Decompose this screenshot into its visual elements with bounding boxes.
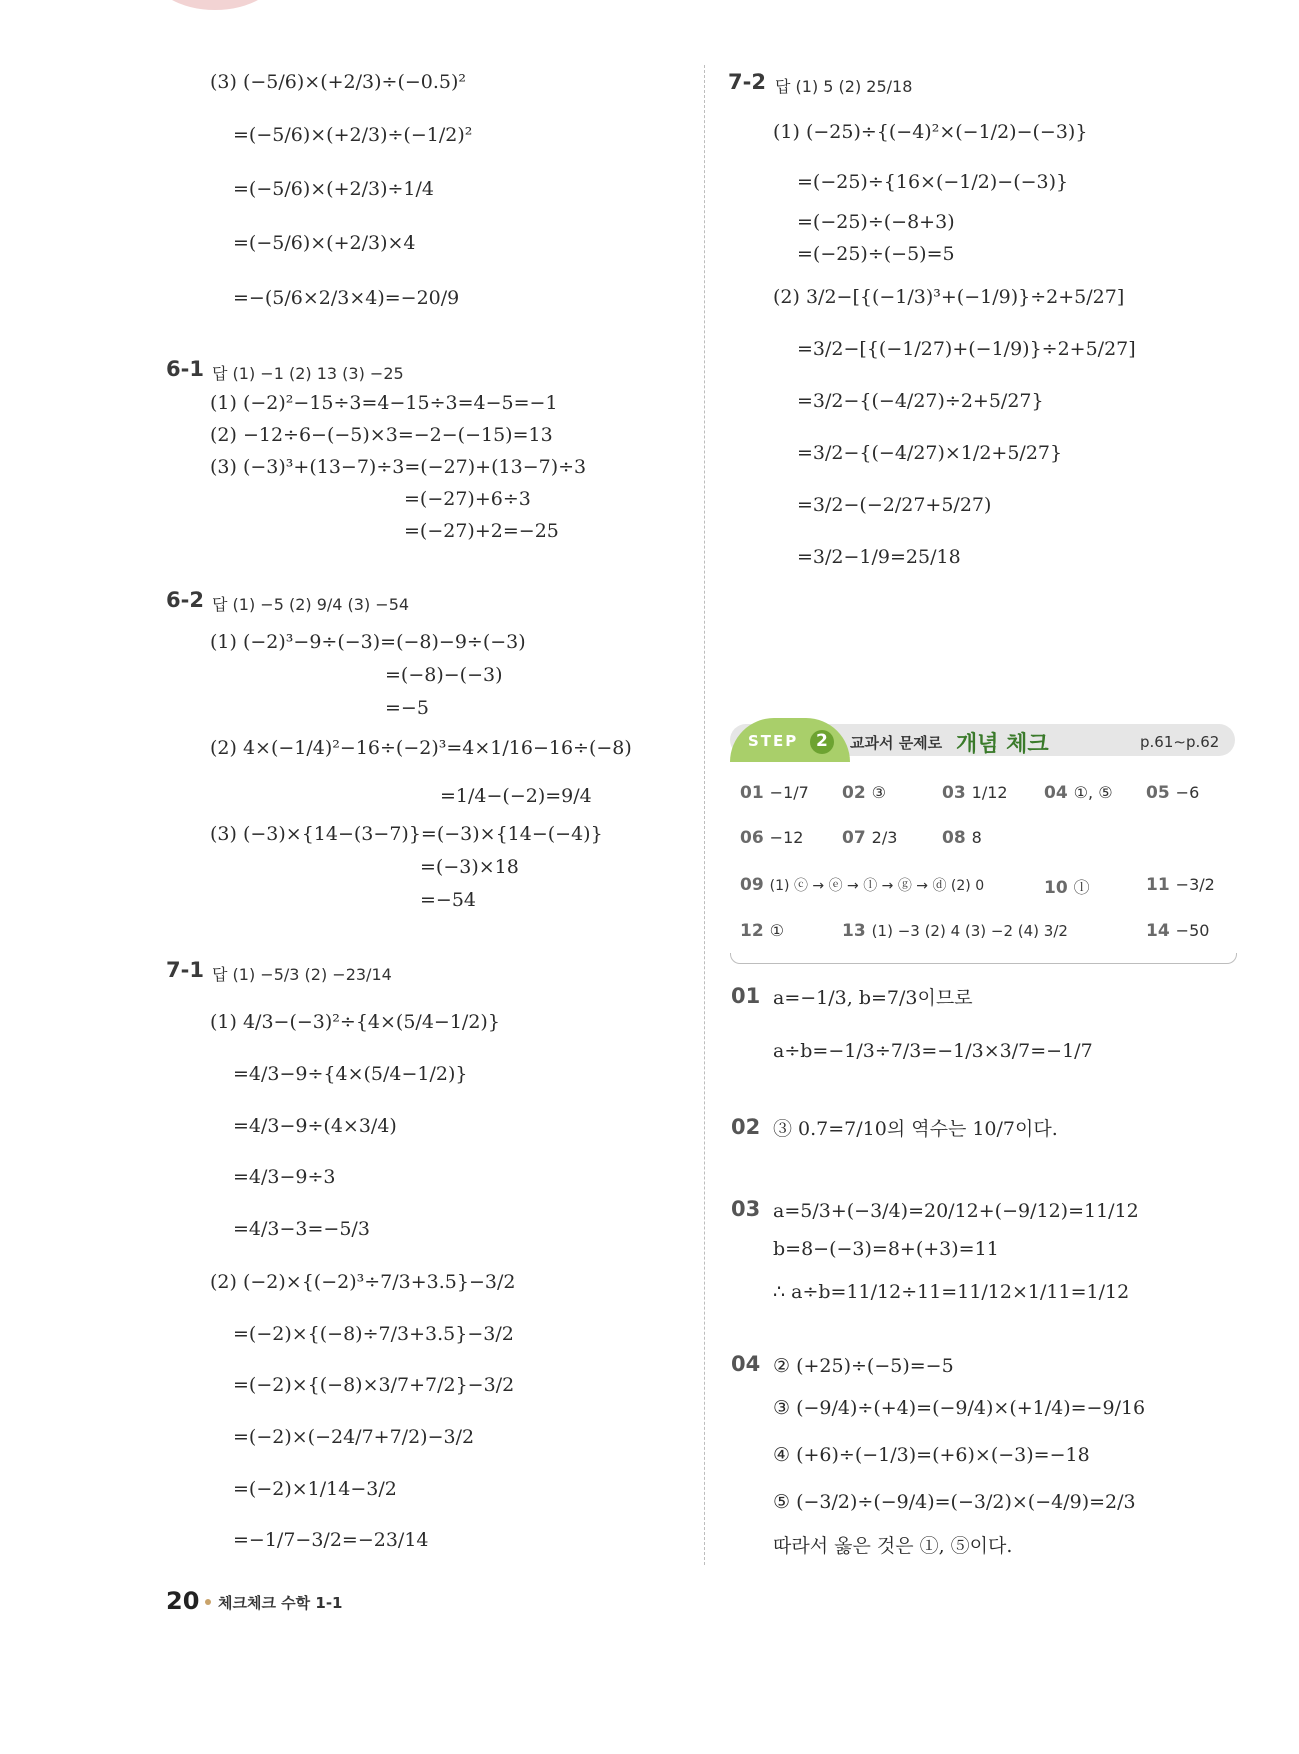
banner-title-plain: 교과서 문제로 xyxy=(850,734,943,752)
question-number: 06 xyxy=(740,828,764,848)
step-word: STEP xyxy=(748,732,799,750)
page-number: 20 xyxy=(166,1587,200,1615)
answer-value: −6 xyxy=(1175,783,1200,802)
problem-label: 6-1 xyxy=(166,357,204,381)
question-number: 07 xyxy=(842,828,866,848)
question-number: 10 xyxy=(1044,878,1068,898)
solution-line: =−5 xyxy=(385,697,429,719)
step-banner xyxy=(730,718,1235,762)
explanation-line: ⑤ (−3/2)÷(−9/4)=(−3/2)×(−4/9)=2/3 xyxy=(773,1491,1136,1513)
solution-line: (3) (−5/6)×(+2/3)÷(−0.5)² xyxy=(210,71,467,93)
question-number: 02 xyxy=(842,783,866,803)
solution-line: (1) (−2)³−9÷(−3)=(−8)−9÷(−3) xyxy=(210,631,526,653)
solution-line: =−(5/6×2/3×4)=−20/9 xyxy=(233,287,460,309)
answer-value: ①, ⑤ xyxy=(1073,783,1113,802)
quick-answer xyxy=(1044,875,1090,898)
explanation-line: ④ (+6)÷(−1/3)=(+6)×(−3)=−18 xyxy=(773,1444,1090,1466)
answer-value: (1) −3 (2) 4 (3) −2 (4) 3/2 xyxy=(871,922,1068,940)
question-number: 01 xyxy=(731,984,761,1008)
quick-answer xyxy=(1146,875,1215,895)
solution-line: =(−2)×{(−8)×3/7+7/2}−3/2 xyxy=(233,1374,515,1396)
step-number: 2 xyxy=(816,731,828,751)
solution-line: =3/2−{(−4/27)×1/2+5/27} xyxy=(797,442,1063,464)
answer-value: 8 xyxy=(971,828,982,847)
answer-value: −50 xyxy=(1175,921,1210,940)
solution-line: =(−2)×{(−8)÷7/3+3.5}−3/2 xyxy=(233,1323,514,1345)
solution-line: (2) 3/2−[{(−1/3)³+(−1/9)}÷2+5/27] xyxy=(773,286,1125,308)
quick-answer xyxy=(740,783,809,803)
solution-line: =4/3−9÷3 xyxy=(233,1166,336,1188)
question-number: 05 xyxy=(1146,783,1170,803)
solution-line: =3/2−1/9=25/18 xyxy=(797,546,961,568)
grid-bottom-rule xyxy=(730,953,1237,964)
quick-answer xyxy=(842,921,1068,941)
explanation-line: a=5/3+(−3/4)=20/12+(−9/12)=11/12 xyxy=(773,1200,1139,1222)
column-divider xyxy=(704,65,705,1565)
solution-line: =3/2−(−2/27+5/27) xyxy=(797,494,992,516)
solution-line: =3/2−[{(−1/27)+(−1/9)}÷2+5/27] xyxy=(797,338,1136,360)
question-number: 04 xyxy=(731,1352,761,1376)
quick-answer xyxy=(842,783,886,803)
solution-line: =4/3−9÷{4×(5/4−1/2)} xyxy=(233,1063,468,1085)
quick-answer xyxy=(740,828,803,848)
answer-value: (1) ⓒ → ⓔ → ⓛ → ⓖ → ⓓ (2) 0 xyxy=(769,878,985,894)
solution-line: =1/4−(−2)=9/4 xyxy=(440,785,592,807)
explanation-line: ② (+25)÷(−5)=−5 xyxy=(773,1355,954,1377)
answer-value: ③ xyxy=(871,783,887,802)
answer-summary: 답 (1) −1 (2) 13 (3) −25 xyxy=(212,364,404,383)
explanation-line: ∴ a÷b=11/12÷11=11/12×1/11=1/12 xyxy=(773,1281,1130,1303)
quick-answer xyxy=(842,828,897,848)
quick-answer xyxy=(1044,783,1113,803)
answer-value: 1/12 xyxy=(971,783,1008,802)
quick-answer xyxy=(740,921,784,941)
problem-label: 7-1 xyxy=(166,958,204,982)
quick-answer xyxy=(740,875,984,895)
answer-summary: 답 (1) −5 (2) 9/4 (3) −54 xyxy=(212,595,410,614)
page-range: p.61∼p.62 xyxy=(1140,733,1220,751)
solution-line: =(−25)÷{16×(−1/2)−(−3)} xyxy=(797,171,1069,193)
quick-answer xyxy=(1146,783,1199,803)
question-number: 13 xyxy=(842,921,866,941)
question-number: 01 xyxy=(740,783,764,803)
explanation-line: b=8−(−3)=8+(+3)=11 xyxy=(773,1238,999,1260)
book-title: 체크체크 수학 1-1 xyxy=(218,1594,343,1612)
question-number: 11 xyxy=(1146,875,1170,895)
question-number: 03 xyxy=(942,783,966,803)
question-number: 03 xyxy=(731,1197,761,1221)
answer-value: −3/2 xyxy=(1175,875,1215,894)
solution-line: =(−27)+6÷3 xyxy=(404,488,531,510)
solution-line: =3/2−{(−4/27)÷2+5/27} xyxy=(797,390,1044,412)
solution-line: =(−2)×1/14−3/2 xyxy=(233,1478,397,1500)
quick-answer xyxy=(1146,921,1209,941)
solution-line: =(−5/6)×(+2/3)×4 xyxy=(233,232,416,254)
explanation-line: ③ 0.7=7/10의 역수는 10/7이다. xyxy=(773,1118,1058,1140)
problem-label: 6-2 xyxy=(166,588,204,612)
solution-line: =−54 xyxy=(420,889,477,911)
solution-line: =4/3−9÷(4×3/4) xyxy=(233,1115,397,1137)
solution-line: =(−8)−(−3) xyxy=(385,664,503,686)
answer-summary: 답 (1) 5 (2) 25/18 xyxy=(775,77,913,96)
problem-label: 7-2 xyxy=(728,70,766,94)
solution-line: (3) (−3)³+(13−7)÷3=(−27)+(13−7)÷3 xyxy=(210,456,587,478)
solution-line: =(−5/6)×(+2/3)÷(−1/2)² xyxy=(233,124,473,146)
solution-line: (2) (−2)×{(−2)³÷7/3+3.5}−3/2 xyxy=(210,1271,516,1293)
solution-line: =4/3−3=−5/3 xyxy=(233,1218,370,1240)
solution-line: =(−27)+2=−25 xyxy=(404,520,559,542)
question-number: 04 xyxy=(1044,783,1068,803)
solution-line: (1) (−2)²−15÷3=4−15÷3=4−5=−1 xyxy=(210,392,558,414)
solution-line: (2) 4×(−1/4)²−16÷(−2)³=4×1/16−16÷(−8) xyxy=(210,737,632,759)
solution-line: (3) (−3)×{14−(3−7)}=(−3)×{14−(−4)} xyxy=(210,823,603,845)
explanation-line: ③ (−9/4)÷(+4)=(−9/4)×(+1/4)=−9/16 xyxy=(773,1397,1146,1419)
quick-answer xyxy=(942,783,1008,803)
question-number: 12 xyxy=(740,921,764,941)
answer-value: ⓛ xyxy=(1073,878,1090,897)
solution-line: =(−2)×(−24/7+7/2)−3/2 xyxy=(233,1426,475,1448)
question-number: 02 xyxy=(731,1115,761,1139)
top-decoration xyxy=(150,0,280,10)
solution-line: =(−3)×18 xyxy=(420,856,519,878)
solution-line: (1) (−25)÷{(−4)²×(−1/2)−(−3)} xyxy=(773,121,1088,143)
explanation-line: 따라서 옳은 것은 ①, ⑤이다. xyxy=(773,1535,1013,1557)
solution-line: (2) −12÷6−(−5)×3=−2−(−15)=13 xyxy=(210,424,553,446)
solution-line: (1) 4/3−(−3)²÷{4×(5/4−1/2)} xyxy=(210,1011,500,1033)
solution-line: =(−25)÷(−5)=5 xyxy=(797,243,955,265)
answer-value: 2/3 xyxy=(871,828,898,847)
answer-value: −12 xyxy=(769,828,804,847)
quick-answer xyxy=(942,828,982,848)
answer-value: ① xyxy=(769,921,785,940)
banner-title-bold: 개념 체크 xyxy=(956,732,1049,757)
answer-summary: 답 (1) −5/3 (2) −23/14 xyxy=(212,965,392,984)
footer-dot-icon xyxy=(205,1599,211,1605)
answer-value: −1/7 xyxy=(769,783,809,802)
solution-line: =−1/7−3/2=−23/14 xyxy=(233,1529,429,1551)
question-number: 08 xyxy=(942,828,966,848)
explanation-line: a÷b=−1/3÷7/3=−1/3×3/7=−1/7 xyxy=(773,1040,1093,1062)
solution-line: =(−5/6)×(+2/3)÷1/4 xyxy=(233,178,434,200)
explanation-line: a=−1/3, b=7/3이므로 xyxy=(773,987,973,1009)
question-number: 09 xyxy=(740,875,764,895)
solution-line: =(−25)÷(−8+3) xyxy=(797,211,955,233)
question-number: 14 xyxy=(1146,921,1170,941)
